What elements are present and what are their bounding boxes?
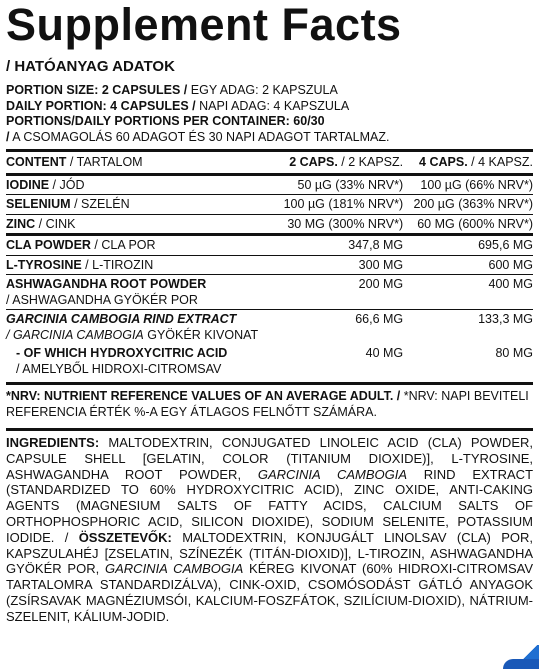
table-row: IODINE / JÓD 50 µG (33% NRV*) 100 µG (66% NRV*)	[6, 174, 533, 195]
supplement-facts-panel	[6, 0, 533, 625]
daily-portion-line: DAILY PORTION: 4 CAPSULES / NAPI ADAG: 4 KAPSZULA	[6, 98, 350, 113]
table-row: - OF WHICH HYDROXYCITRIC ACID / AMELYBŐL HIDROXI-CITROMSAV 40 MG 80 MG	[16, 346, 533, 376]
table-row: L-TYROSINE / L-TIROZIN 300 MG 600 MG	[6, 255, 533, 275]
page-title: Supplement Facts	[6, 0, 402, 50]
table-header: CONTENT / TARTALOM 2 CAPS. / 2 KAPSZ. 4 CAPS. / 4 KAPSZ.	[6, 155, 533, 169]
table-row: GARCINIA CAMBOGIA RIND EXTRACT / GARCINIA CAMBOGIA GYÖKÉR KIVONAT 66,6 MG 133,3 MG	[6, 310, 533, 345]
table-row: ZINC / CINK 30 MG (300% NRV*) 60 MG (600% NRV*)	[6, 214, 533, 235]
table-row: SELENIUM / SZELÉN 100 µG (181% NRV*) 200 µG (363% NRV*)	[6, 195, 533, 215]
table-row: ASHWAGANDHA ROOT POWDER / ASHWAGANDHA GYÖKÉR POR 200 MG 400 MG	[6, 275, 533, 310]
portion-size-line: PORTION SIZE: 2 CAPSULES / EGY ADAG: 2 KAPSZULA	[6, 83, 338, 97]
ingredients-block: INGREDIENTS: MALTODEXTRIN, CONJUGATED LINOLEIC ACID (CLA) POWDER, CAPSULE SHELL [GELATIN, COLOR (TITANIUM DIOXIDE)], L-TYROSINE, ASHWAGANDHA ROOT POWDER, GARCINIA CAMBOGIA RIND EXTRACT (STANDARDIZED TO 60% HYDROXYCITRIC ACID), ZINC OXIDE, ANTI-CAKING AGENTS (MAGNESIUM SALTS OF FATTY ACIDS, CALCIUM SALTS OF ORTHOPHOSPHORIC ACID, SILICON DIOXIDE), SODIUM SELENITE, POTASSIUM IODIDE. / ÖSSZETEVŐK: MALTODEXTRIN, KONJUGÁLT LINOLSAV (CLA) POR, KAPSZULAHÉJ [ZSELATIN, SZÍNEZÉK (TITÁN-DIOXID)], L-TIROZIN, ASHWAGANDHA GYÖKÉR POR, GARCINIA CAMBOGIA KÉREG KIVONAT (60% HIDROXI-CITROMSAV TARTALOMRA STANDARDIZÁLVA), CINK-OXID, CSOMÓSODÁST GÁTLÓ ANYAGOK (ZSÍRSAVAK MAGNÉZIUMSÓI, KALCIUM-FOSZFÁTOK, SZILÍCIUM-DIOXID), NÁTRIUM-SZELENIT, KÁLIUM-JODID.	[6, 428, 533, 625]
corner-decoration-accent	[503, 659, 539, 669]
nrv-footnote: *NRV: NUTRIENT REFERENCE VALUES OF AN AVERAGE ADULT. / *NRV: NAPI BEVITELI REFERENCIA ÉRTÉK %-A EGY ÁTLAGOS FELNŐTT SZÁMÁRA.	[6, 382, 533, 420]
subtitle: / HATÓANYAG ADATOK	[6, 58, 175, 75]
per-container-line: PORTIONS/DAILY PORTIONS PER CONTAINER: 60/30	[6, 114, 325, 128]
table-row: CLA POWDER / CLA POR 347,8 MG 695,6 MG	[6, 235, 533, 256]
per-container-line-hu: / A CSOMAGOLÁS 60 ADAGOT ÉS 30 NAPI ADAGOT TARTALMAZ.	[6, 129, 390, 144]
portion-info	[6, 83, 533, 145]
nutrition-table	[6, 152, 533, 378]
